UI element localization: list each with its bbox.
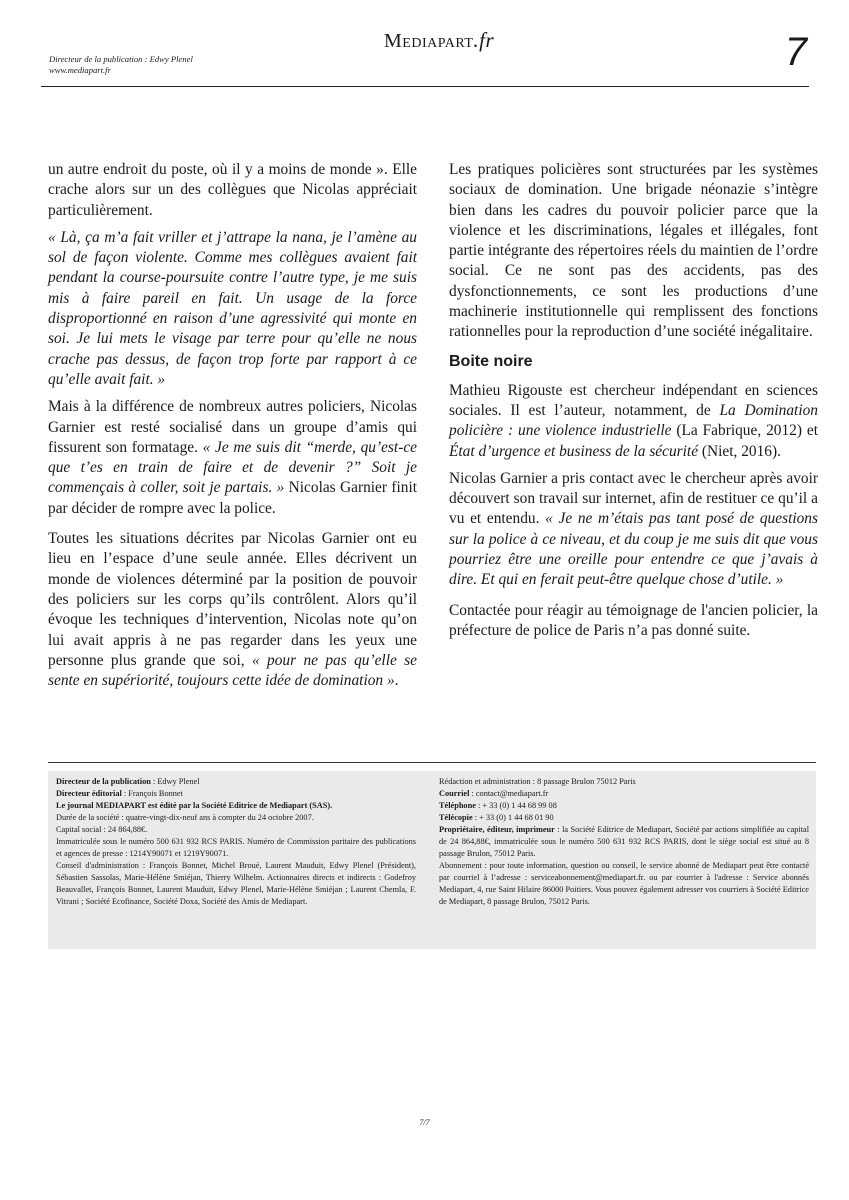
- footer-line: [56, 788, 416, 800]
- footer-line: [439, 812, 809, 824]
- footer-label: Propriétaire, éditeur, imprimeur: [439, 825, 555, 834]
- footer-value: : la Société Editrice de Mediapart, Société par actions simplifiée au capital de 24 864,88€, immatriculée sous le numéro 500 631 932 RCS PARIS, dont le siège social est situé au 8 passage Brulon, 75012 Paris.: [439, 825, 809, 858]
- footer-line: Rédaction et administration : 8 passage Brulon 75012 Paris: [439, 777, 636, 786]
- footer-publisher-line: Le journal MEDIAPART est édité par la Société Editrice de Mediapart (SAS).: [56, 801, 333, 810]
- footer-line: [439, 824, 809, 860]
- paragraph: [449, 381, 818, 462]
- footer-value: : + 33 (0) 1 44 68 01 90: [472, 813, 554, 822]
- mediapart-logo: [384, 28, 494, 53]
- quote-text: « Je ne m’étais pas tant posé de questions sur la police à ce niveau, et du coup je me suis dit que vous pourriez être une oreille pour entendre ce que j’avais à dire. Et qui en ferait peut-être quelque chose d’utile. »: [449, 510, 818, 589]
- paragraph: [48, 397, 417, 519]
- paragraph-text: (La Fabrique, 2012) et: [671, 422, 818, 440]
- footer-value: : Edwy Plenel: [150, 777, 200, 786]
- paragraph-text: Mais à la différence de nombreux autres policiers, Nicolas Garnier est resté socialisé dans un groupe d’amis qui fissurent son formatage.: [48, 398, 417, 456]
- logo-main-text: Mediapart: [384, 30, 474, 52]
- article-column-left: [48, 160, 417, 701]
- page-count: 7/7: [419, 1118, 430, 1127]
- footer-label: Directeur éditorial: [56, 789, 122, 798]
- footer-right-column: [439, 776, 809, 908]
- footer-label: Téléphone: [439, 801, 476, 810]
- legal-footer: [48, 771, 816, 949]
- footer-divider: [48, 762, 816, 763]
- paragraph-text: Mathieu Rigouste est chercheur indépendant en sciences sociales. Il est l’auteur, notamment, de: [449, 381, 818, 419]
- footer-label: Directeur de la publication: [56, 777, 151, 786]
- book-title: État d’urgence et business de la sécurité: [449, 442, 699, 460]
- paragraph: Les pratiques policières sont structurées par les systèmes sociaux de domination. Une brigade néonazie s’intègre bien dans les cadres du pouvoir policier parce que la violence et les discriminations, légales et illégales, font partie intégrante des répertoires réels du maintien de l’ordre social. Ce ne sont pas des accidents, pas des dysfonctionnements, ce sont les productions d’une machinerie institutionnelle qui remplissent des fonctions rationnelles pour la reproduction d’une société inégalitaire.: [449, 161, 818, 341]
- header-site-url: www.mediapart.fr: [49, 65, 111, 75]
- paragraph: Contactée pour réagir au témoignage de l'ancien policier, la préfecture de police de Paris n’a pas donné suite.: [449, 601, 818, 639]
- section-heading-boite-noire: Boite noire: [449, 352, 533, 370]
- footer-line: Conseil d'administration : François Bonnet, Michel Broué, Laurent Mauduit, Edwy Plenel (Président), Sébastien Sassolas, Marie-Hélène Smiéjan, Thierry Wilhelm. Actionnaires directs et indirects : Godefroy Beauvallet, François Bonnet, Laurent Mauduit, Edwy Plenel, Marie-Hélène Smiéjan ; Laurent Chemla, F. Vitrani ; Société Ecofinance, Société Doxa, Société des Amis de Mediapart.: [56, 861, 416, 906]
- page-number: 7: [784, 30, 807, 74]
- paragraph-text: Nicolas Garnier finit par décider de rompre avec la police.: [48, 479, 417, 517]
- paragraph: [449, 469, 818, 591]
- footer-line: [439, 800, 809, 812]
- quote-text: « Je me suis dit “merde, qu’est-ce que t’es en train de faire et de devenir ?” Soit je commençais à coller, soit je partais. »: [48, 438, 417, 497]
- footer-value: : François Bonnet: [121, 789, 183, 798]
- book-title: La Domination policière : une violence industrielle: [449, 401, 819, 440]
- paragraph-text: Toutes les situations décrites par Nicolas Garnier ont eu lieu en l’espace d’une seule année. Elles décrivent un monde de violences déterminé par la position de pouvoir des policiers sur les corps qu’ils contrôlent. Alors qu’il évoque les techniques d’intervention, Nicolas note qu’on lui avait appris à ne pas regarder dans les yeux une personne plus grande que soi,: [48, 530, 417, 669]
- paragraph-text: .: [394, 672, 399, 690]
- paragraph: [48, 529, 417, 691]
- footer-line: Immatriculée sous le numéro 500 631 932 RCS PARIS. Numéro de Commission paritaire des publications et agences de presse : 1214Y90071 et 1219Y90071.: [56, 837, 416, 858]
- footer-label: Télécopie: [439, 813, 473, 822]
- footer-line: Abonnement : pour toute information, question ou conseil, le service abonné de Mediapart peut être contacté par courriel à l’adresse : serviceabonnement@mediapart.fr. ou par courrier à l'adresse : Service abonnés Mediapart, 4, rue Saint Hilaire 86000 Poitiers. Vous pouvez également adresser vos courriers à Société Editrice de Mediapart, 8 passage Brulon, 75012 Paris.: [439, 861, 809, 906]
- paragraph: un autre endroit du poste, où il y a moins de monde ». Elle crache alors sur un des collègues que Nicolas appréciait particulièrement.: [48, 161, 417, 219]
- footer-value: : contact@mediapart.fr: [469, 789, 549, 798]
- footer-line: Durée de la société : quatre-vingt-dix-neuf ans à compter du 24 octobre 2007.: [56, 813, 314, 822]
- footer-line: [56, 776, 416, 788]
- page-header: [41, 28, 809, 88]
- footer-left-column: [56, 776, 416, 908]
- quote-text: « pour ne pas qu’elle se sente en supériorité, toujours cette idée de domination »: [48, 651, 418, 690]
- header-divider: [41, 86, 809, 87]
- paragraph-text: Nicolas Garnier a pris contact avec le chercheur après avoir découvert son travail sur internet, afin de restituer ce qu’il a vu et entendu.: [449, 469, 818, 528]
- quote-text: « Là, ça m’a fait vriller et j’attrape la nana, je l’amène au sol de façon violente. Comme mes collègues avaient fait pendant la course-poursuite contre l’autre type, je me suis mis à faire pareil en fait. Un usage de la force disproportionné en raison d’une agressivité qui monte en soi. Je lui mets le visage par terre pour qu’elle ne nous crache pas dessus, de façon trop forte par rapport à ce qu’elle avait fait. »: [48, 228, 417, 388]
- footer-label: Courriel: [439, 789, 470, 798]
- header-meta: [49, 54, 193, 76]
- paragraph-text: (Niet, 2016).: [698, 442, 781, 460]
- footer-line: [439, 788, 809, 800]
- logo-dot-fr: .fr: [473, 28, 495, 52]
- footer-value: : + 33 (0) 1 44 68 99 08: [475, 801, 557, 810]
- quote-paragraph: [48, 228, 417, 390]
- header-director: Directeur de la publication : Edwy Plenel: [49, 54, 193, 64]
- article-column-right: [449, 160, 818, 651]
- footer-line: [56, 800, 416, 812]
- footer-line: Capital social : 24 864,88€.: [56, 825, 148, 834]
